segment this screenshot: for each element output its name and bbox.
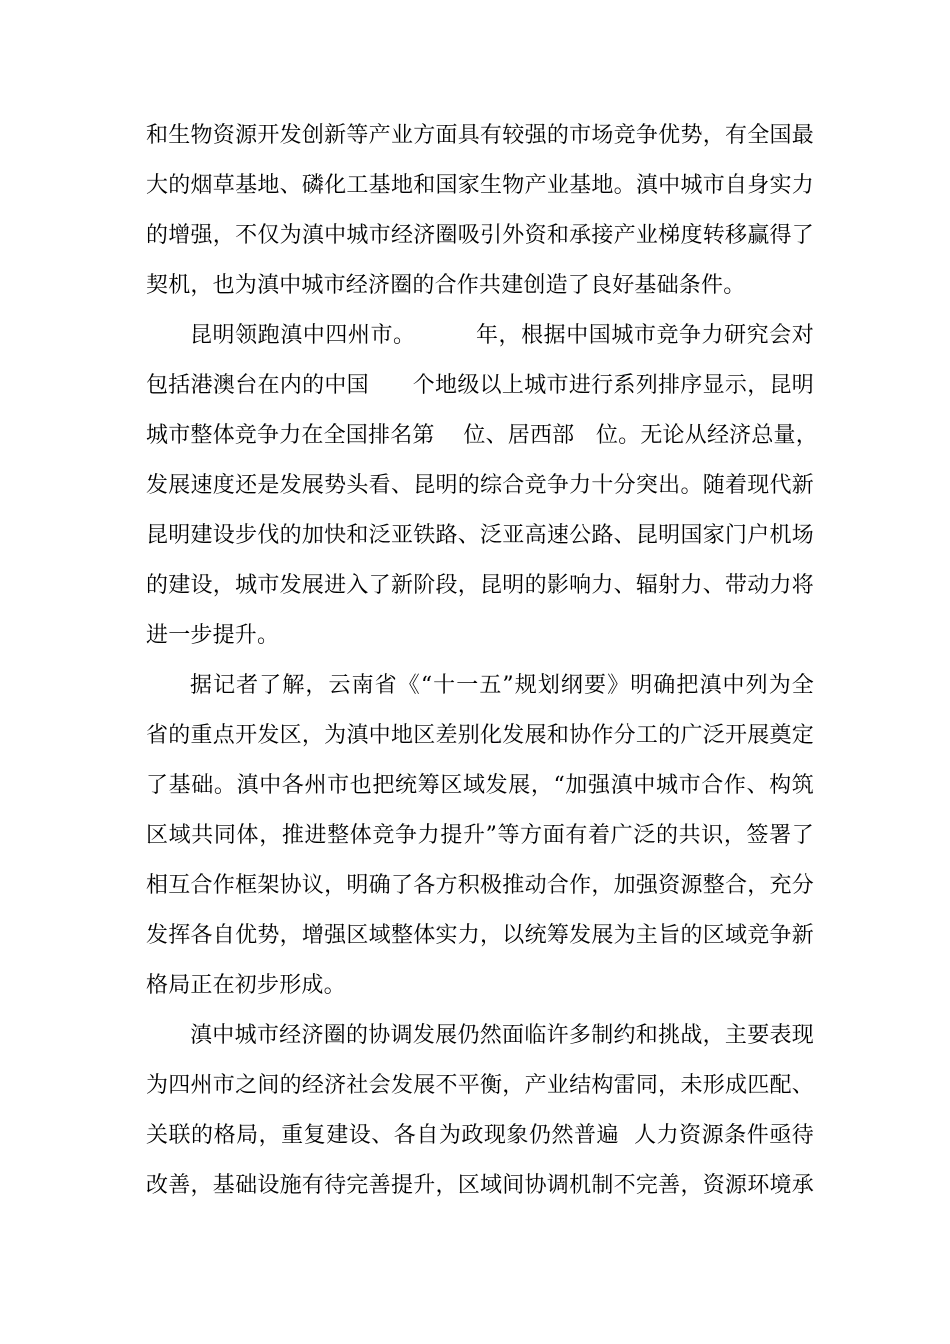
text-line: 昆明建设步伐的加快和泛亚铁路、泛亚高速公路、昆明国家门户机场 — [146, 523, 814, 548]
text-line: 城市整体竞争力在全国排名第 位、居西部 位。无论从经济总量， — [146, 423, 818, 448]
text-line: 省的重点开发区，为滇中地区差别化发展和协作分工的广泛开展奠定 — [146, 723, 814, 748]
text-line: 格局正在初步形成。 — [146, 973, 346, 998]
text-line: 滇中城市经济圈的协调发展仍然面临许多制约和挑战，主要表现 — [190, 1023, 814, 1048]
text-line: 关联的格局，重复建设、各自为政现象仍然普遍 人力资源条件亟待 — [146, 1123, 814, 1148]
text-line: 发展速度还是发展势头看、昆明的综合竞争力十分突出。随着现代新 — [146, 473, 814, 498]
text-line: 包括港澳台在内的中国 个地级以上城市进行系列排序显示，昆明 — [146, 373, 814, 398]
text-line: 的增强，不仅为滇中城市经济圈吸引外资和承接产业梯度转移赢得了 — [146, 223, 814, 248]
text-line: 的建设，城市发展进入了新阶段，昆明的影响力、辐射力、带动力将 — [146, 573, 814, 598]
text-line: 了基础。滇中各州市也把统筹区域发展，“加强滇中城市合作、构筑 — [146, 773, 814, 798]
text-line: 区域共同体，推进整体竞争力提升”等方面有着广泛的共识，签署了 — [146, 823, 814, 848]
text-line: 据记者了解，云南省《“十一五”规划纲要》明确把滇中列为全 — [190, 673, 814, 698]
text-line: 契机，也为滇中城市经济圈的合作共建创造了良好基础条件。 — [146, 273, 746, 298]
text-line: 大的烟草基地、磷化工基地和国家生物产业基地。滇中城市自身实力 — [146, 173, 814, 198]
text-line: 发挥各自优势，增强区域整体实力，以统筹发展为主旨的区域竞争新 — [146, 923, 814, 948]
text-line: 为四州市之间的经济社会发展不平衡，产业结构雷同，未形成匹配、 — [146, 1073, 814, 1098]
text-line: 昆明领跑滇中四州市。 年，根据中国城市竞争力研究会对 — [190, 323, 814, 348]
text-line: 和生物资源开发创新等产业方面具有较强的市场竞争优势，有全国最 — [146, 123, 814, 148]
text-line: 相互合作框架协议，明确了各方积极推动合作，加强资源整合，充分 — [146, 873, 814, 898]
text-line: 进一步提升。 — [146, 623, 280, 648]
text-line: 改善，基础设施有待完善提升，区域间协调机制不完善，资源环境承 — [146, 1173, 814, 1198]
